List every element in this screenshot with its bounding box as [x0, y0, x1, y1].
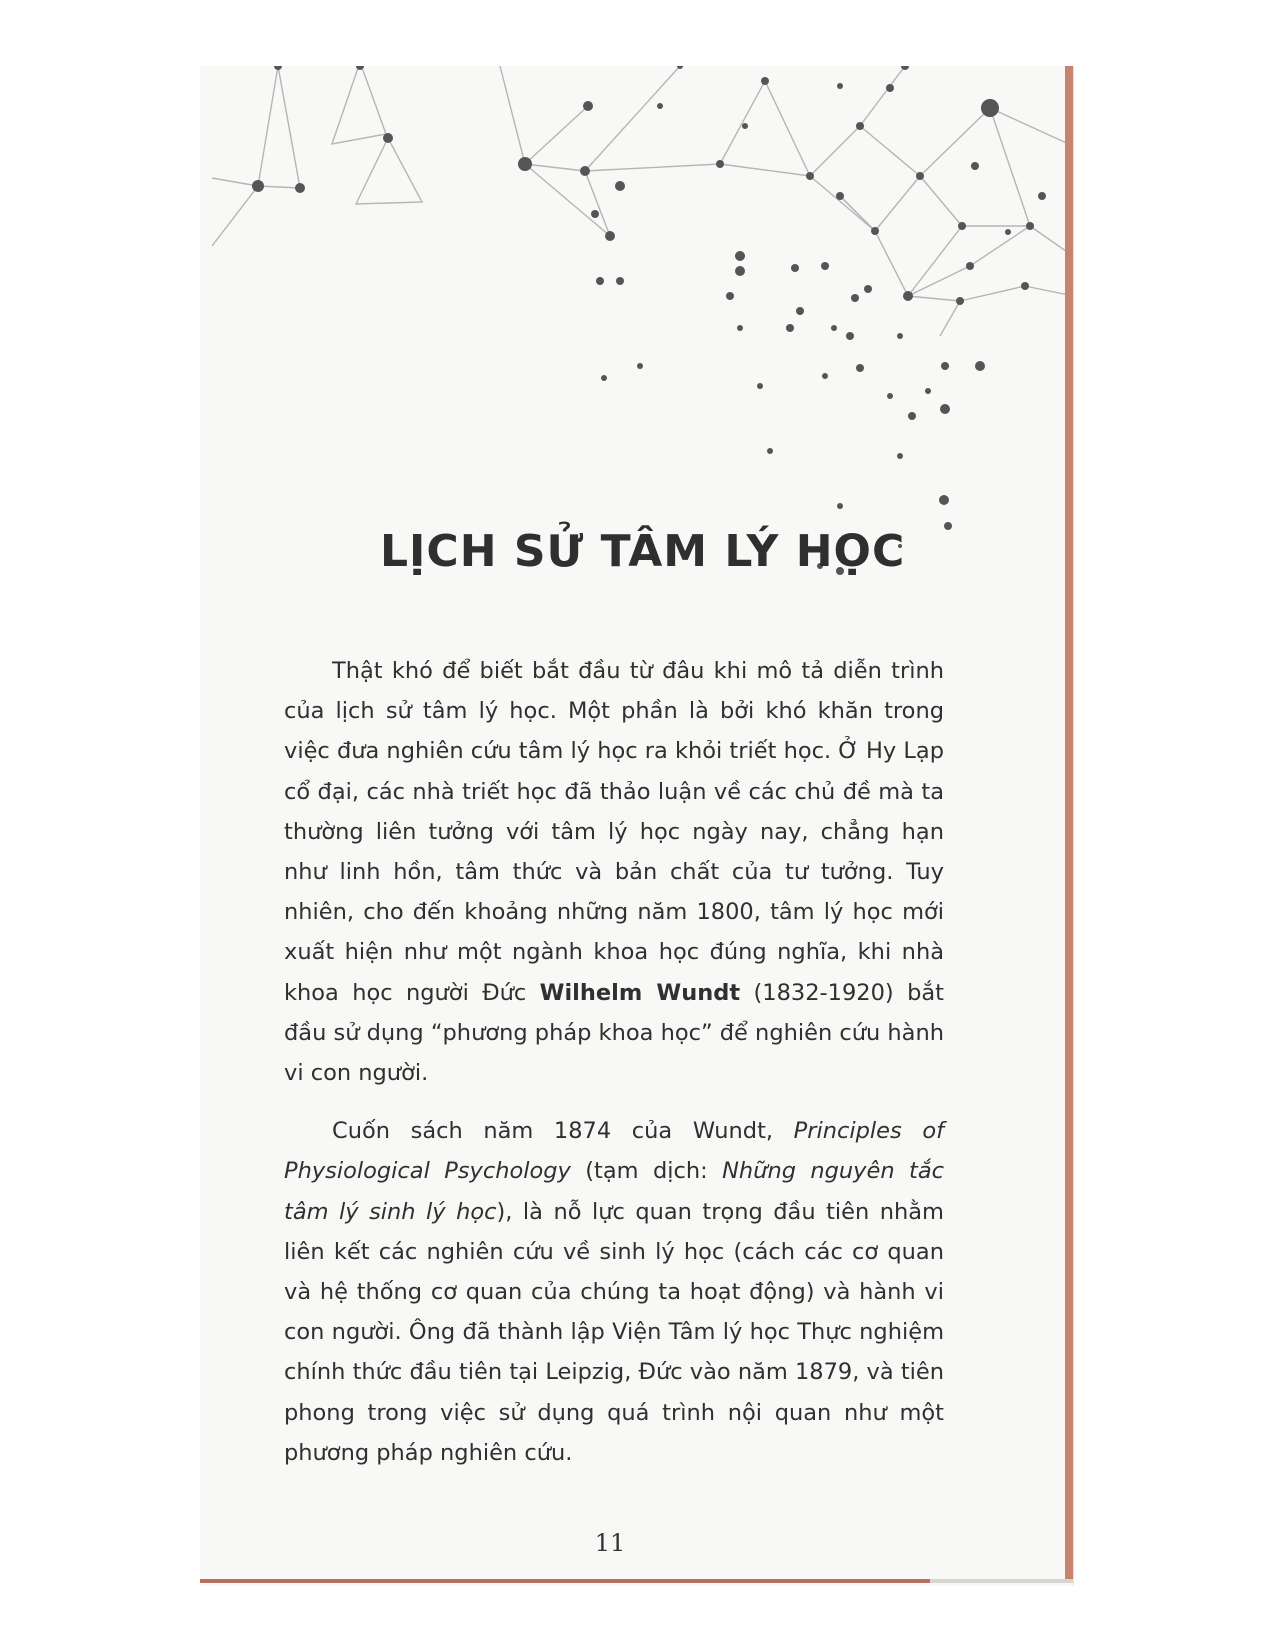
paragraph-text: ), là nỗ lực quan trọng đầu tiên nhằm liên kết các nghiên cứu về sinh lý học (cách các cơ quan và hệ thống cơ quan của chúng ta hoạt động) và hành vi con người. Ông đã thành lập Viện Tâm lý học Thực nghiệm chính thức đầu tiên tại Leipzig, Đức vào năm 1879, và tiên phong trong việc sử dụng quá trình nội quan như một phương pháp nghiên cứu. — [284, 1198, 944, 1466]
page-title: LỊCH SỬ TÂM LÝ HỌC — [380, 526, 906, 577]
book-title-translation: Những nguyên tắc tâm lý sinh lý học — [284, 1158, 944, 1225]
paragraph-text: Thật khó để biết bắt đầu từ đâu khi mô tả diễn trình của lịch sử tâm lý học. Một phần là bởi khó khăn trong việc đưa nghiên cứu tâm lý học ra khỏi triết học. Ở Hy Lạp cổ đại, các nhà triết học đã thảo luận về các chủ đề mà ta thường liên tưởng với tâm lý học ngày nay, chẳng hạn như linh hồn, tâm thức và bản chất của tư tưởng. Tuy nhiên, cho đến khoảng những năm 1800, tâm lý học mới xuất hiện như một ngành khoa học đúng nghĩa, khi nhà khoa học người Đức — [284, 658, 944, 1006]
paragraph-text: (1832-1920) bắt đầu sử dụng “phương pháp khoa học” để nghiên cứu hành vi con người. — [284, 979, 944, 1087]
constellation-icon — [200, 66, 1073, 586]
page-bottom-edge — [200, 1579, 930, 1583]
paragraph-text: Cuốn sách năm 1874 của Wundt, — [332, 1118, 794, 1145]
page-bottom-edge — [930, 1579, 1073, 1583]
paragraph-text: (tạm dịch: — [570, 1158, 723, 1185]
page-number: 11 — [594, 1529, 626, 1557]
book-title: Principles of Physiological Psychology — [284, 1118, 945, 1185]
body-text — [284, 651, 944, 1491]
person-name: Wilhelm Wundt — [539, 979, 741, 1006]
page-edge — [1065, 66, 1073, 1580]
paragraph — [284, 651, 944, 1093]
book-page — [200, 66, 1073, 1586]
paragraph — [284, 1111, 944, 1473]
